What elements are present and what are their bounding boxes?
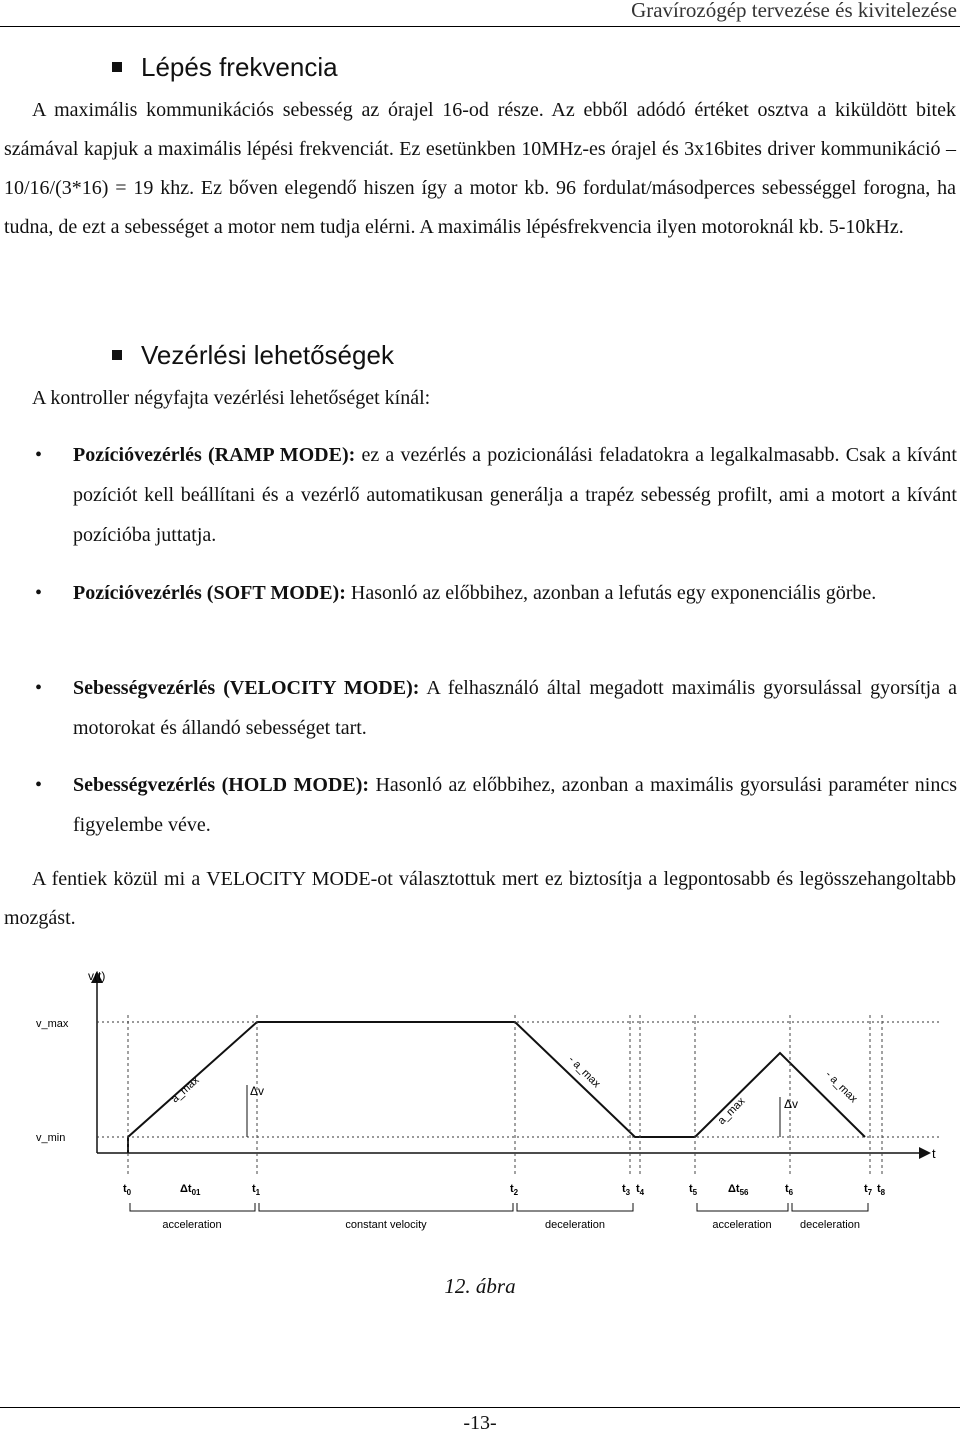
slope-label-down2: - a_max xyxy=(822,1068,860,1106)
phase-label-acceleration-2: acceleration xyxy=(712,1219,772,1231)
section-heading-control-modes: Vezérlési lehetőségek xyxy=(112,340,394,371)
label-t6: $t_6$ xyxy=(785,1183,794,1197)
header-title: Gravírozógép tervezése és kivitelezése xyxy=(631,0,957,22)
phase-bracket-acceleration-2 xyxy=(697,1203,788,1211)
phase-label-deceleration-2: deceleration xyxy=(800,1219,860,1231)
label-t5: $t_5$ xyxy=(689,1183,698,1197)
phase-label-deceleration-1: deceleration xyxy=(545,1219,605,1231)
section-heading-step-frequency: Lépés frekvencia xyxy=(112,52,338,83)
velocity-profile-diagram xyxy=(0,955,960,1255)
label-t3: $t_3$ xyxy=(622,1183,631,1197)
phase-bracket-deceleration-2 xyxy=(792,1203,868,1211)
list-item-hold-mode: • Sebességvezérlés (HOLD MODE): Hasonló az előbbihez, azonban a maximális gyorsulási paraméter nincs figyelembe véve. xyxy=(73,765,957,845)
label-t4: $t_4$ xyxy=(636,1183,645,1197)
label-dt56: $\Delta t_{56}$ xyxy=(728,1183,749,1197)
label-t1: $t_1$ xyxy=(252,1183,261,1197)
vmax-label: v_max xyxy=(36,1018,69,1030)
phase-bracket-constant-velocity xyxy=(259,1203,513,1211)
list-item-velocity-mode: • Sebességvezérlés (VELOCITY MODE): A felhasználó által megadott maximális gyorsulással gyorsítja a motorokat és állandó sebességet tart. xyxy=(73,668,957,748)
square-bullet-icon xyxy=(112,350,122,360)
velocity-profile-curve xyxy=(128,1022,865,1153)
square-bullet-icon xyxy=(112,62,122,72)
label-t0: $t_0$ xyxy=(123,1183,132,1197)
y-axis-label: v(t) xyxy=(88,969,106,983)
list-item-ramp-mode: • Pozícióvezérlés (RAMP MODE): ez a vezérlés a pozicionálási feladatokra a legalkalmasabb. Csak a kívánt pozíciót kell beállítani és a vezérlő automatikusan generálja a trapéz sebesség profilt, ami a motort a kívánt pozícióba juttatja. xyxy=(73,435,957,555)
phase-bracket-deceleration-1 xyxy=(517,1203,633,1211)
phase-label-constant-velocity: constant velocity xyxy=(345,1219,427,1231)
slope-label-up1: a_max xyxy=(168,1074,202,1106)
delta-v-label-1: Δv xyxy=(250,1084,265,1098)
figure-caption: 12. ábra xyxy=(444,1274,516,1298)
delta-v-label-2: Δv xyxy=(784,1097,799,1111)
slope-label-down1: - a_max xyxy=(565,1053,603,1091)
phase-bracket-acceleration-1 xyxy=(130,1203,255,1211)
label-t8: $t_8$ xyxy=(877,1183,886,1197)
paragraph-conclusion: A fentiek közül mi a VELOCITY MODE-ot választottuk mert ez biztosítja a legpontosabb és legösszehangoltabb mozgást. xyxy=(4,868,956,929)
label-dt01: $\Delta t_{01}$ xyxy=(180,1183,201,1197)
slope-label-up2: a_max xyxy=(715,1095,748,1128)
label-t7: $t_7$ xyxy=(864,1183,873,1197)
bullet-icon: • xyxy=(35,444,43,466)
page-footer-rule xyxy=(0,1407,960,1408)
bullet-icon: • xyxy=(35,582,43,604)
x-axis-label: t xyxy=(932,1146,936,1161)
page-number: -13- xyxy=(463,1412,497,1434)
paragraph-control-intro: A kontroller négyfajta vezérlési lehetőséget kínál: xyxy=(32,387,431,409)
paragraph-step-frequency: A maximális kommunikációs sebesség az órajel 16-od része. Az ebből adódó értéket osztva a kiküldött bitek számával kapjuk a maximális lépési frekvenciát. Ez esetünkben 10MHz-es órajel és 3x16bites driver kommunikáció – 10/16/(3*16) = 19 khz. Ez bőven elegendő hiszen így a motor kb. 96 fordulat/másodperces sebességgel forogna, ha tudna, de ezt a sebességet a motor nem tudja elérni. A maximális lépésfrekvencia ilyen motoroknál kb. 5-10kHz. xyxy=(4,99,956,238)
vmin-label: v_min xyxy=(36,1132,66,1144)
bullet-icon: • xyxy=(35,677,43,699)
label-t2: $t_2$ xyxy=(510,1183,519,1197)
phase-label-acceleration-1: acceleration xyxy=(162,1219,222,1231)
bullet-icon: • xyxy=(35,774,43,796)
list-item-soft-mode: • Pozícióvezérlés (SOFT MODE): Hasonló az előbbihez, azonban a lefutás egy exponenciális görbe. xyxy=(73,573,957,613)
page-header xyxy=(0,0,960,27)
